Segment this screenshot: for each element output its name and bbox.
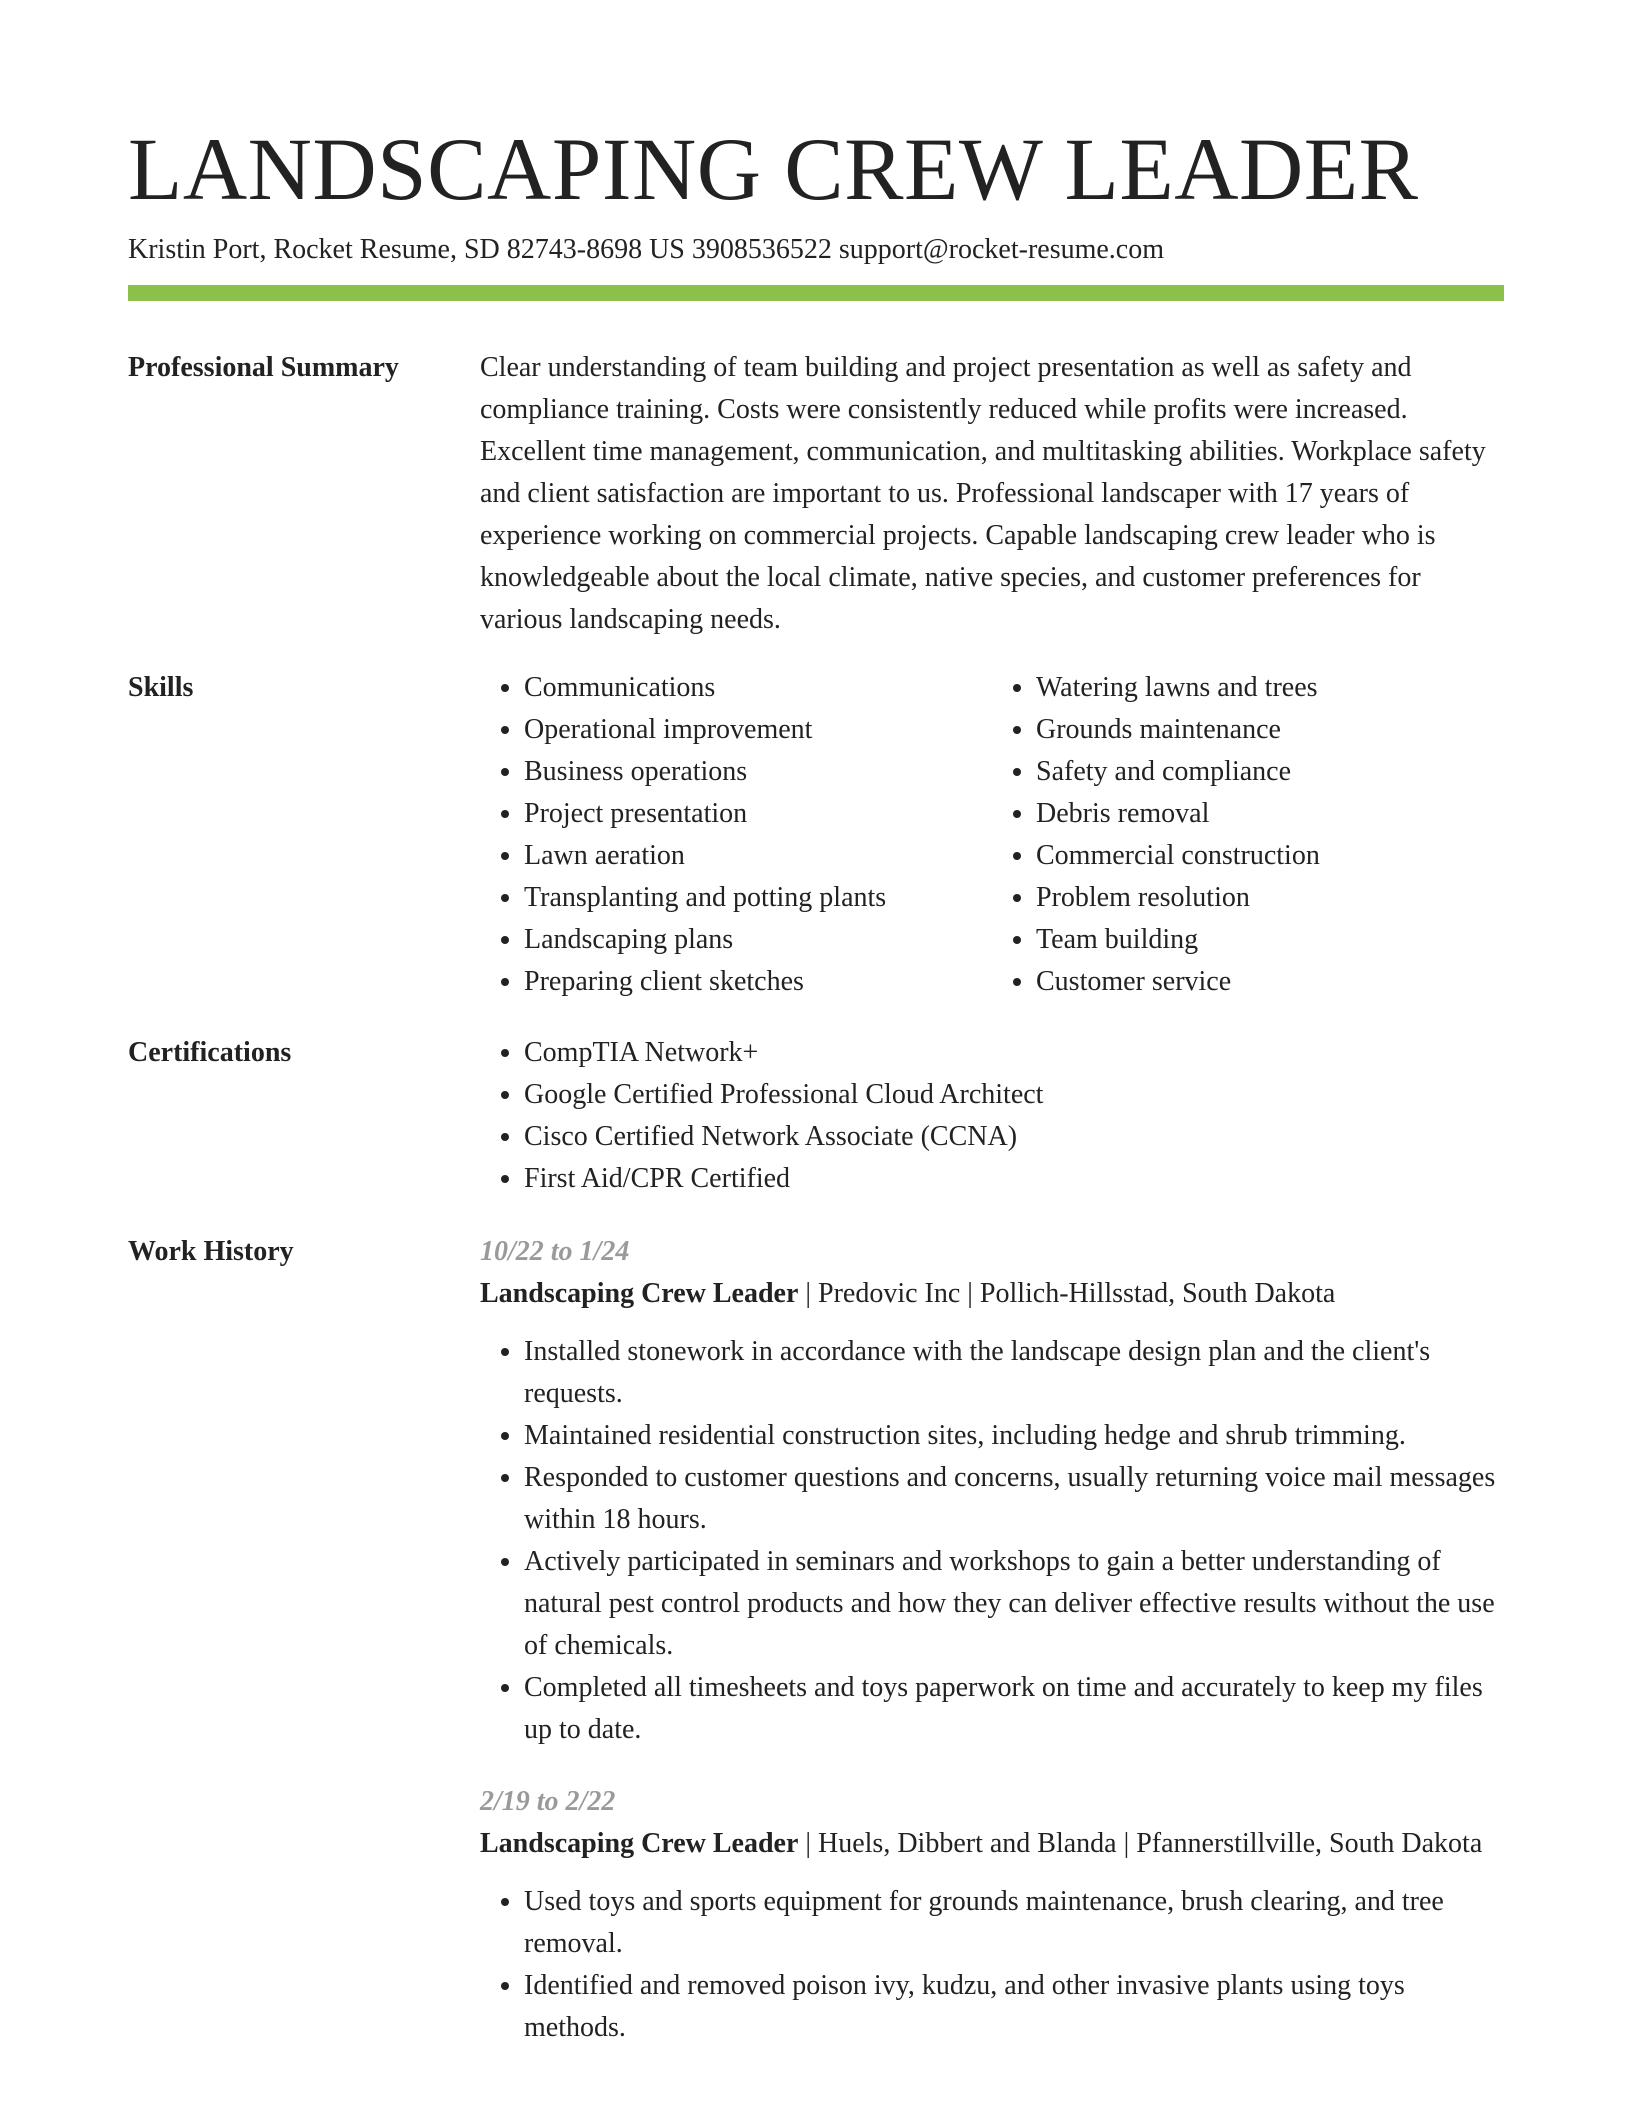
skill-item: • Lawn aeration: [524, 835, 992, 877]
skill-item: • Transplanting and potting plants: [524, 877, 992, 919]
skill-item: • Safety and compliance: [1036, 751, 1504, 793]
job-entry: [480, 1231, 1504, 1751]
skill-item: • Problem resolution: [1036, 877, 1504, 919]
resume-title: LANDSCAPING CREW LEADER: [128, 121, 1419, 219]
certifications-label: Certifications: [128, 1037, 292, 1068]
summary-text: Clear understanding of team building and project presentation as well as safety and compliance training. Costs were consistently reduced while profits were increased. Excellent time management, communication, and multitasking abilities. Workplace safety and client satisfaction are important to us. Professional landscaper with 17 years of experience working on commercial projects. Capable landscaping crew leader who is knowledgeable about the local climate, native species, and customer preferences for various landscaping needs.: [480, 352, 1486, 635]
job-bullet: • Used toys and sports equipment for grounds maintenance, brush clearing, and tree removal.: [524, 1881, 1504, 1965]
skill-item: • Communications: [524, 667, 992, 709]
job-bullets: [480, 1331, 1504, 1751]
job-entry: [480, 1781, 1504, 2049]
summary-label: Professional Summary: [128, 352, 399, 383]
work-history-label: Work History: [128, 1236, 294, 1267]
summary-body: [480, 347, 1504, 641]
job-title: Landscaping Crew Leader: [480, 1278, 799, 1309]
skill-item: • Watering lawns and trees: [1036, 667, 1504, 709]
accent-divider: [128, 285, 1504, 301]
job-details: | Huels, Dibbert and Blanda | Pfannerstillville, South Dakota: [798, 1828, 1483, 1859]
job-bullet: • Maintained residential construction sites, including hedge and shrub trimming.: [524, 1415, 1504, 1457]
skill-item: • Debris removal: [1036, 793, 1504, 835]
job-bullet: • Responded to customer questions and concerns, usually returning voice mail messages within 18 hours.: [524, 1457, 1504, 1541]
skill-item: • Team building: [1036, 919, 1504, 961]
certification-item: • First Aid/CPR Certified: [524, 1158, 1504, 1200]
job-bullet: • Installed stonework in accordance with the landscape design plan and the client's requests.: [524, 1331, 1504, 1415]
certifications-body: [480, 1032, 1504, 1200]
job-bullet: • Identified and removed poison ivy, kudzu, and other invasive plants using toys methods.: [524, 1965, 1504, 2049]
skills-body: [480, 667, 1504, 1003]
job-bullets: [480, 1881, 1504, 2049]
contact-line: Kristin Port, Rocket Resume, SD 82743-8698 US 3908536522 support@rocket-resume.com: [128, 234, 1165, 265]
skill-item: • Grounds maintenance: [1036, 709, 1504, 751]
skills-label: Skills: [128, 672, 194, 703]
skill-item: • Business operations: [524, 751, 992, 793]
job-heading: [480, 1823, 1504, 1865]
job-dates: 2/19 to 2/22: [480, 1786, 616, 1817]
skills-list-right: [992, 667, 1504, 1003]
job-bullet: • Actively participated in seminars and workshops to gain a better understanding of natural pest control products and how they can deliver effective results without the use of chemicals.: [524, 1541, 1504, 1667]
job-bullet: • Completed all timesheets and toys paperwork on time and accurately to keep my files up to date.: [524, 1667, 1504, 1751]
job-details: | Predovic Inc | Pollich-Hillsstad, South Dakota: [798, 1278, 1336, 1309]
skills-columns: [480, 667, 1504, 1003]
skill-item: • Commercial construction: [1036, 835, 1504, 877]
skill-item: • Customer service: [1036, 961, 1504, 1003]
job-heading: [480, 1273, 1504, 1315]
work-history-body: [480, 1231, 1504, 2049]
certification-item: • CompTIA Network+: [524, 1032, 1504, 1074]
skills-list-left: [480, 667, 992, 1003]
certification-item: • Cisco Certified Network Associate (CCNA): [524, 1116, 1504, 1158]
skill-item: • Preparing client sketches: [524, 961, 992, 1003]
job-dates: 10/22 to 1/24: [480, 1236, 630, 1267]
certification-item: • Google Certified Professional Cloud Architect: [524, 1074, 1504, 1116]
skill-item: • Operational improvement: [524, 709, 992, 751]
skill-item: • Project presentation: [524, 793, 992, 835]
skill-item: • Landscaping plans: [524, 919, 992, 961]
certifications-list: [480, 1032, 1504, 1200]
job-title: Landscaping Crew Leader: [480, 1828, 799, 1859]
